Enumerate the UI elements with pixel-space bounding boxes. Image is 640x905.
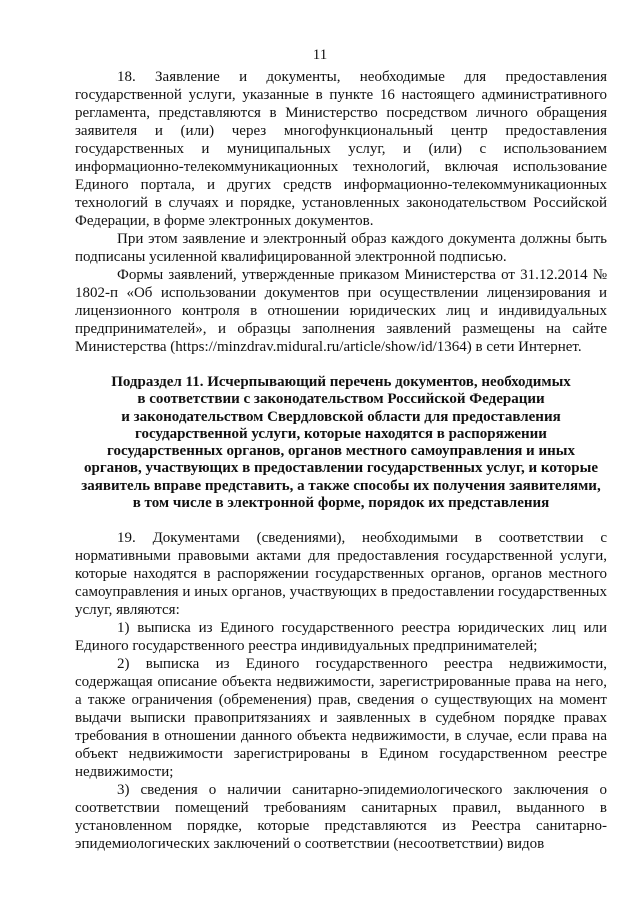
list-item-3: 3) сведения о наличии санитарно-эпидемиологического заключения о соответствии помещений требованиям санитарных правил, выданного в установленном порядке, которые представляются из Реестра санитарно-эпидемиологических заключений о соответствии (несоответствии) видов: [75, 782, 607, 853]
heading-line: государственных органов, органов местного самоуправления и иных: [107, 443, 575, 460]
heading-line: в том числе в электронной форме, порядок их представления: [132, 495, 550, 512]
list-item-2: 2) выписка из Единого государственного реестра недвижимости, содержащая описание объекта недвижимости, зарегистрированные права на него, а также ограничения (обременения) прав, сведения о существующих на момент выдачи выписки правопритязаниях и заявленных в судебном порядке правах требования в отношении данного объекта недвижимости, в случае, если права на объект недвижимости зарегистрированы в Едином государственном реестре недвижимости;: [75, 656, 607, 781]
paragraph-signature-note: При этом заявление и электронный образ каждого документа должны быть подписаны усиленной квалифицированной электронной подписью.: [75, 231, 607, 265]
heading-line: заявитель вправе представить, а также способы их получения заявителями,: [81, 477, 601, 494]
paragraph-19: 19. Документами (сведениями), необходимыми в соответствии с нормативными правовыми актами для предоставления государственной услуги, которые находятся в распоряжении государственных органов, органов местного самоуправления и иных органов, участвующих в предоставлении государственных услуг, являются:: [75, 530, 607, 619]
subsection-11-heading: [75, 374, 607, 512]
heading-line: государственной услуги, которые находятся в распоряжении: [135, 425, 547, 442]
paragraph-18: 18. Заявление и документы, необходимые для предоставления государственной услуги, указанные в пункте 16 настоящего административного регламента, представляются в Министерство посредством личного обращения заявителя и (или) через многофункциональный центр предоставления государственных и муниципальных услуг, и (или) с использованием информационно-телекоммуникационных технологий, включая использование Единого портала, и других средств информационно-телекоммуникационных технологий в случаях и порядке, установленных законодательством Российской Федерации, в форме электронных документов.: [75, 69, 607, 229]
paragraph-forms-note: Формы заявлений, утвержденные приказом Министерства от 31.12.2014 № 1802-п «Об использовании документов при осуществлении лицензирования и лицензионного контроля в отношении юридических лиц и индивидуальных предпринимателей», и образцы заполнения заявлений размещены на сайте Министерства (https://minzdrav.midural.ru/article/show/id/1364) в сети Интернет.: [75, 267, 607, 355]
page-number: 11: [312, 47, 328, 63]
list-item-1: 1) выписка из Единого государственного реестра юридических лиц или Единого государственного реестра индивидуальных предпринимателей;: [75, 620, 607, 655]
heading-line: органов, участвующих в предоставлении государственных услуг, и которые: [83, 460, 599, 477]
heading-line: и законодательством Свердловской области для предоставления: [121, 408, 561, 425]
document-body: [75, 68, 607, 853]
heading-line: Подраздел 11. Исчерпывающий перечень документов, необходимых: [111, 374, 571, 390]
heading-line: в соответствии с законодательством Российской Федерации: [137, 391, 545, 408]
